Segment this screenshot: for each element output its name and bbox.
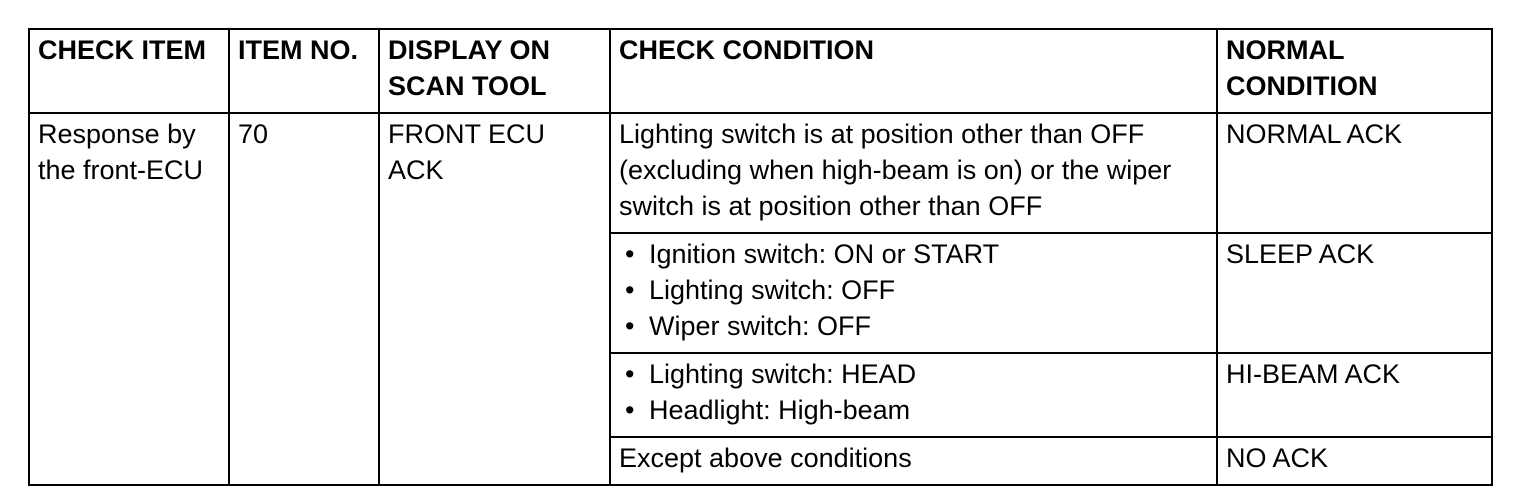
condition-cell: Except above conditions bbox=[610, 437, 1217, 485]
item-no-cell: 70 bbox=[229, 113, 379, 485]
bullet-icon: • bbox=[625, 239, 635, 269]
bullet-icon: • bbox=[625, 275, 635, 305]
bullet-icon: • bbox=[625, 359, 635, 389]
table-header-row bbox=[29, 29, 1492, 113]
header-display-on-scan-tool: DISPLAY ON SCAN TOOL bbox=[379, 29, 610, 113]
table-row bbox=[29, 113, 1492, 233]
header-check-condition: CHECK CONDITION bbox=[610, 29, 1217, 113]
condition-cell bbox=[610, 233, 1217, 353]
condition-cell: Lighting switch is at position other than OFF (excluding when high-beam is on) or the wiper switch is at position other than OFF bbox=[610, 113, 1217, 233]
header-check-item: CHECK ITEM bbox=[29, 29, 229, 113]
normal-condition-cell: HI-BEAM ACK bbox=[1217, 353, 1492, 437]
condition-item: • Lighting switch: HEAD bbox=[619, 356, 1208, 392]
normal-condition-cell: NORMAL ACK bbox=[1217, 113, 1492, 233]
condition-item: • Wiper switch: OFF bbox=[619, 308, 1208, 344]
check-item-table bbox=[28, 28, 1493, 486]
normal-condition-cell: SLEEP ACK bbox=[1217, 233, 1492, 353]
condition-item: • Ignition switch: ON or START bbox=[619, 236, 1208, 272]
header-normal-condition: NORMAL CONDITION bbox=[1217, 29, 1492, 113]
condition-list bbox=[619, 356, 1208, 428]
condition-item: • Lighting switch: OFF bbox=[619, 272, 1208, 308]
condition-cell bbox=[610, 353, 1217, 437]
check-item-cell: Response by the front-ECU bbox=[29, 113, 229, 485]
condition-list bbox=[619, 236, 1208, 344]
condition-item: • Headlight: High-beam bbox=[619, 392, 1208, 428]
display-cell: FRONT ECU ACK bbox=[379, 113, 610, 485]
normal-condition-cell: NO ACK bbox=[1217, 437, 1492, 485]
bullet-icon: • bbox=[625, 311, 635, 341]
header-item-no: ITEM NO. bbox=[229, 29, 379, 113]
bullet-icon: • bbox=[625, 395, 635, 425]
